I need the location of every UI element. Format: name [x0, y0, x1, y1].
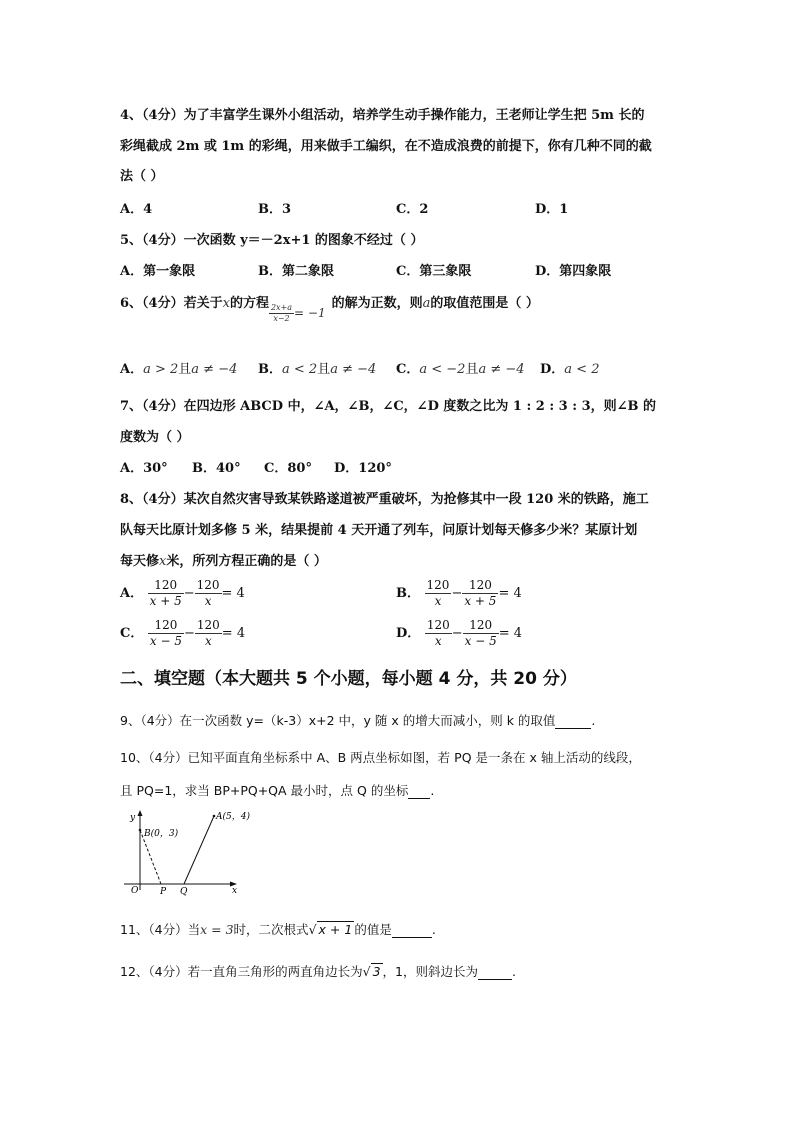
q4-option-b: B．3: [258, 202, 292, 217]
q6-option-d-m1: a < 2: [564, 362, 600, 377]
q6-option-a-label: A．: [120, 362, 144, 377]
q8-option-c-label: C．: [120, 626, 144, 641]
q8-option-a-frac2: [195, 578, 222, 609]
q7-option-b: B．40°: [192, 461, 241, 476]
minus-sign: −: [183, 626, 195, 641]
q8-option-b: [396, 578, 522, 609]
q8-option-d-label: D．: [396, 626, 421, 641]
q6-stem: [120, 292, 539, 323]
q6-suffix2: 的取值范围是（ ）: [430, 296, 539, 311]
q6-prefix: 6、（4分）若关于: [120, 296, 223, 311]
q4-option-a: A．4: [120, 202, 153, 217]
frac-num: 120: [426, 618, 450, 632]
q5-option-a: A．第一象限: [120, 264, 196, 279]
q6-option-c-and: 且: [465, 362, 479, 377]
q6-option-c-label: C．: [396, 362, 420, 377]
q4-line1: 4、（4分）为了丰富学生课外小组活动，培养学生动手操作能力，王老师让学生把 5m 长的: [120, 108, 645, 123]
frac-den: x − 5: [149, 634, 182, 648]
frac-den: x: [204, 594, 212, 608]
q11-stem: [120, 920, 436, 938]
q10-answer-blank: [408, 783, 430, 799]
q7-option-d: D．120°: [334, 461, 392, 476]
frac-num: 120: [462, 578, 498, 594]
q6-option-c: [396, 358, 525, 377]
q4-line2: 彩绳截成 2m 或 1m 的彩绳，用来做手工编织，在不造成浪费的前提下，你有几种不同的截: [120, 139, 652, 154]
q6-frac-den: x−2: [273, 314, 290, 323]
q6-mid: 的方程: [229, 296, 269, 311]
q6-option-b-m1: a < 2: [282, 362, 318, 377]
frac-num: 120: [148, 578, 184, 594]
q11-prefix: 11、（4分）当: [120, 922, 201, 937]
q6-option-c-m2: a ≠ −4: [478, 362, 525, 377]
frac-den: x: [434, 594, 442, 608]
q4-option-c: C．2: [396, 202, 429, 217]
q12-answer-blank: [478, 964, 512, 980]
q6-option-a-m2: a ≠ −4: [191, 362, 238, 377]
sqrt-sign-icon: √: [308, 922, 317, 937]
frac-den: x: [204, 634, 212, 648]
minus-sign: −: [451, 626, 463, 641]
q12-radicand: 3: [372, 964, 381, 979]
y-axis-arrow: [138, 810, 143, 816]
q8-line2: 队每天比原计划多修 5 米，结果提前 4 天开通了列车，问原计划每天修多少米？某原计划: [120, 523, 638, 538]
q6-option-b-m2: a ≠ −4: [330, 362, 377, 377]
q8-option-b-frac1: [425, 578, 452, 609]
q6-option-a-m1: a > 2: [143, 362, 179, 377]
frac-num: 120: [148, 618, 184, 634]
q6-frac-num: 2x+a: [270, 303, 293, 312]
q12-sqrt: [363, 964, 383, 979]
q8-option-d-frac2: [463, 618, 499, 649]
q7-line1: 7、（4分）在四边形 ABCD 中，∠A，∠B，∠C，∠D 度数之比为 1 : 2 : 3 : 3，则∠B 的: [120, 399, 657, 414]
q8-option-a-frac1: [148, 578, 184, 609]
q8-option-b-frac2: [462, 578, 498, 609]
origin-label: O: [131, 886, 139, 896]
segment-qa: [184, 816, 214, 884]
q4-option-d: D．1: [535, 202, 569, 217]
equation-rhs: = 4: [498, 626, 523, 641]
section-heading: 二、填空题（本大题共 5 个小题，每小题 4 分，共 20 分）: [120, 669, 577, 689]
q10-end: .: [430, 783, 435, 798]
q10-line2: [120, 781, 434, 799]
q11-mid: 时，二次根式: [233, 922, 309, 937]
q11-end: .: [431, 922, 436, 937]
q5-stem: 5、（4分）一次函数 y＝－2x+1 的图象不经过（ ）: [120, 233, 424, 248]
q12-mid: ，1，则斜边长为: [382, 964, 479, 979]
q11-condition: x = 3: [200, 922, 234, 937]
q12-prefix: 12、（4分）若一直角三角形的两直角边长为: [120, 964, 363, 979]
sqrt-sign-icon: √: [362, 964, 371, 979]
point-a: [213, 815, 216, 818]
frac-num: 120: [196, 618, 220, 632]
q8-option-a-label: A．: [120, 586, 144, 601]
q10-line1: 10、（4分）已知平面直角坐标系中 A、B 两点坐标如图，若 PQ 是一条在 x 轴上活动的线段，: [120, 750, 641, 765]
equation-rhs: = 4: [221, 586, 245, 601]
q8-option-d-frac1: [425, 618, 452, 649]
q8-option-c: [120, 618, 245, 649]
minus-sign: −: [183, 586, 195, 601]
q6-var-x: x: [222, 296, 230, 311]
q6-option-b: [258, 358, 376, 377]
q6-rhs: = −1: [294, 306, 326, 320]
q11-radicand: x + 1: [318, 922, 353, 937]
q7-option-a: A．30°: [120, 461, 168, 476]
frac-num: 120: [426, 578, 450, 592]
q6-var-a: a: [422, 296, 431, 311]
q8-option-c-frac1: [148, 618, 184, 649]
q8-line3-a: 每天修: [120, 554, 160, 569]
point-b: [139, 829, 142, 832]
y-axis-label: y: [130, 813, 136, 823]
q10-coordinate-figure: [116, 806, 250, 897]
q8-option-a: [120, 578, 245, 609]
q8-option-d: [396, 618, 522, 649]
q6-option-b-and: 且: [317, 362, 331, 377]
q9-end: .: [591, 713, 596, 728]
q4-line3: 法（ ）: [120, 169, 164, 184]
q8-option-c-frac2: [195, 618, 222, 649]
q6-option-a: [120, 358, 237, 377]
q11-suffix: 的值是: [354, 922, 392, 937]
frac-den: x + 5: [464, 594, 497, 608]
q6-option-d: [540, 358, 599, 377]
q8-line3-x: x: [159, 554, 167, 569]
point-p-label: P: [160, 887, 167, 897]
q7-option-c: C．80°: [264, 461, 312, 476]
frac-den: x + 5: [149, 594, 182, 608]
q6-option-b-label: B．: [258, 362, 282, 377]
q5-option-b: B．第二象限: [258, 264, 334, 279]
q6-fraction: [269, 303, 294, 324]
q9-answer-blank: [555, 713, 591, 729]
q6-option-d-label: D．: [540, 362, 565, 377]
point-q-label: Q: [180, 887, 188, 897]
q8-line3-b: 米，所列方程正确的是（ ）: [166, 554, 327, 569]
frac-den: x: [434, 634, 442, 648]
q5-option-d: D．第四象限: [535, 264, 612, 279]
q7-line2: 度数为（ ）: [120, 430, 190, 445]
equation-rhs: = 4: [221, 626, 246, 641]
frac-num: 120: [463, 618, 499, 634]
minus-sign: −: [451, 586, 463, 601]
q8-option-b-label: B．: [396, 586, 420, 601]
q9-text: 9、（4分）在一次函数 y=（k-3）x+2 中，y 随 x 的增大而减小，则 k 的取值: [120, 713, 556, 728]
q6-suffix1: 的解为正数，则: [331, 296, 423, 311]
q12-stem: [120, 962, 516, 980]
frac-den: x − 5: [464, 634, 497, 648]
q5-option-c: C．第三象限: [396, 264, 472, 279]
q6-option-a-and: 且: [178, 362, 192, 377]
q6-option-c-m1: a < −2: [419, 362, 466, 377]
q11-sqrt: [309, 922, 355, 937]
equation-rhs: = 4: [498, 586, 522, 601]
q8-line3: [120, 550, 327, 569]
q11-answer-blank: [392, 922, 432, 938]
x-axis-label: x: [232, 886, 238, 896]
q8-line1: 8、（4分）某次自然灾害导致某铁路遂道被严重破坏，为抢修其中一段 120 米的铁路，施工: [120, 492, 649, 507]
point-b-label: B(0，3): [144, 829, 179, 839]
frac-num: 120: [196, 578, 220, 592]
q10-line2-text: 且 PQ=1，求当 BP+PQ+QA 最小时，点 Q 的坐标: [120, 783, 409, 798]
q9-stem: [120, 711, 595, 729]
q12-end: .: [512, 964, 516, 979]
point-a-label: A(5，4): [216, 812, 250, 822]
